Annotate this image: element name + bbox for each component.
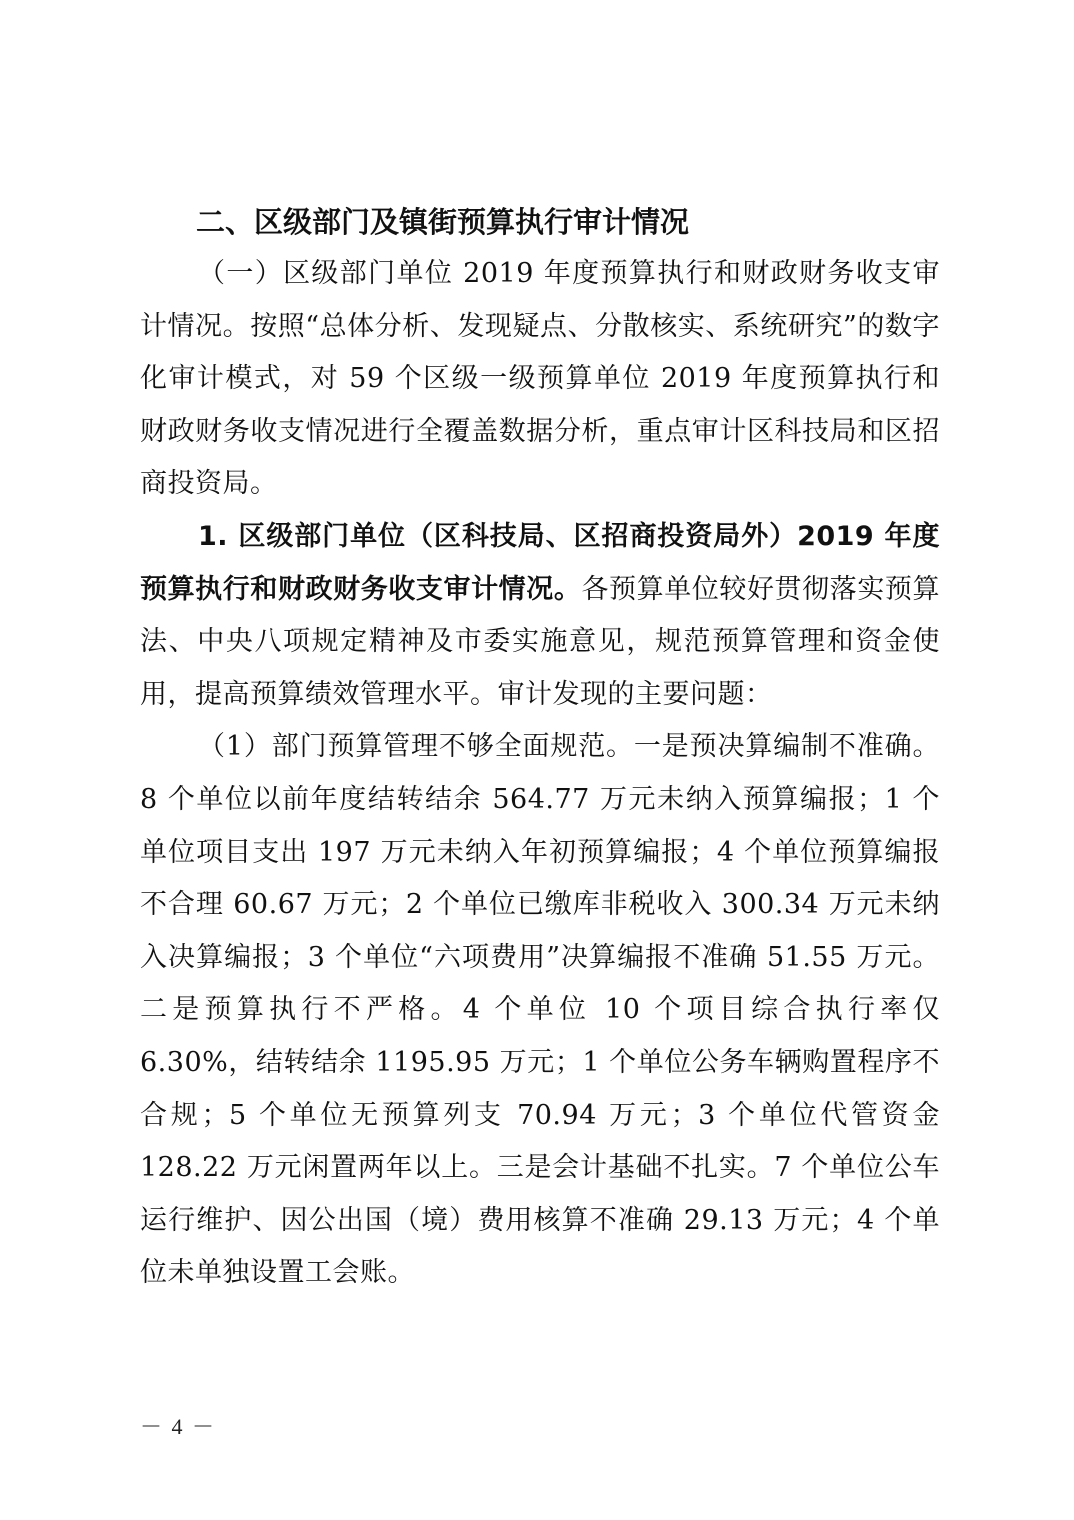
subsection-1-title: 1. 区级部门单位（区科技局、区招商投资局外）2019 年度预算执行和财政财务收支审计情况。 — [140, 520, 940, 605]
page-number: － 4 － — [140, 1414, 217, 1439]
document-body — [140, 196, 940, 1300]
section-heading: 二、区级部门及镇街预算执行审计情况 — [196, 205, 690, 239]
paragraph-overview: （一）区级部门单位 2019 年度预算执行和财政财务收支审计情况。按照“总体分析、发现疑点、分散核实、系统研究”的数字化审计模式，对 59 个区级一级预算单位 2019 年度预算执行和财政财务收支情况进行全覆盖数据分析，重点审计区科技局和区招商投资局。 — [140, 258, 940, 500]
subsection-1-text: 各预算单位较好贯彻落实预算法、中央八项规定精神及市委实施意见，规范预算管理和资金使用，提高预算绩效管理水平。审计发现的主要问题： — [140, 573, 941, 710]
paragraph-subsection-1 — [140, 511, 940, 721]
paragraph-issue-1: （1）部门预算管理不够全面规范。一是预决算编制不准确。8 个单位以前年度结转结余 564.77 万元未纳入预算编报；1 个单位项目支出 197 万元未纳入年初预算编报；4 个单位预算编报不合理 60.67 万元；2 个单位已缴库非税收入 300.34 万元未纳入决算编报；3 个单位“六项费用”决算编报不准确 51.55 万元。二是预算执行不严格。4 个单位 10 个项目综合执行率仅 6.30%，结转结余 1195.95 万元；1 个单位公务车辆购置程序不合规；5 个单位无预算列支 70.94 万元；3 个单位代管资金 128.22 万元闲置两年以上。三是会计基础不扎实。7 个单位公车运行维护、因公出国（境）费用核算不准确 29.13 万元；4 个单位未单独设置工会账。 — [140, 731, 940, 1289]
